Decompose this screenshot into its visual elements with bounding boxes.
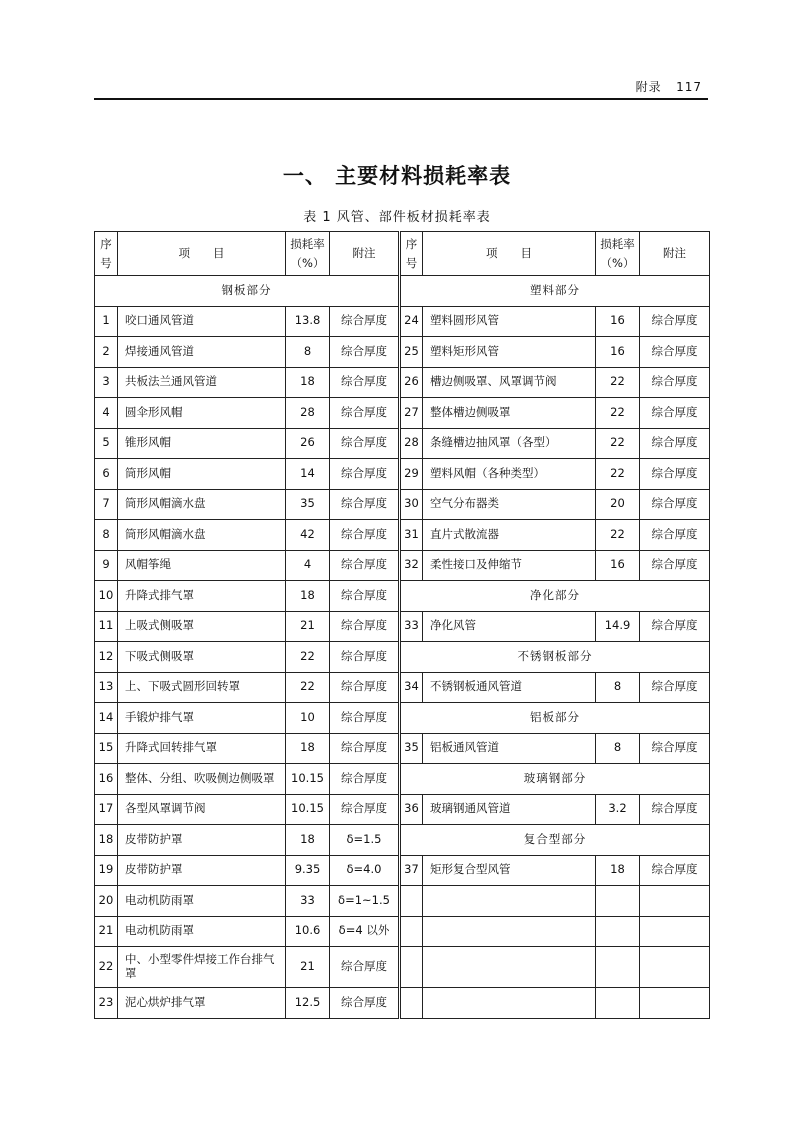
cell-rate: 22	[596, 428, 640, 459]
cell-note: 综合厚度	[330, 459, 400, 490]
cell-rate: 10.6	[286, 916, 330, 947]
table-body	[95, 232, 710, 1019]
cell-no: 6	[95, 459, 118, 490]
cell-item: 风帽筝绳	[118, 550, 286, 581]
col-header-seq: 序 号	[400, 232, 423, 276]
cell-item: 电动机防雨罩	[118, 916, 286, 947]
cell-note: 综合厚度	[330, 520, 400, 551]
cell-no: 30	[400, 489, 423, 520]
cell-no: 7	[95, 489, 118, 520]
cell-rate: 26	[286, 428, 330, 459]
cell-no: 36	[400, 794, 423, 825]
cell-item: 中、小型零件焊接工作台排气罩	[118, 947, 286, 988]
section-label-plastic: 塑料部分	[400, 276, 710, 307]
section-label: 铝板部分	[400, 703, 710, 734]
cell-note: 综合厚度	[640, 306, 710, 337]
table-row	[95, 988, 710, 1019]
cell-no: 22	[95, 947, 118, 988]
cell-item: 整体、分组、吹吸侧边侧吸罩	[118, 764, 286, 795]
cell-item: 上、下吸式圆形回转罩	[118, 672, 286, 703]
cell-item: 条缝槽边抽风罩（各型）	[423, 428, 596, 459]
cell-item: 圆伞形风帽	[118, 398, 286, 429]
cell-rate: 22	[596, 367, 640, 398]
cell-rate: 8	[286, 337, 330, 368]
cell-note: 综合厚度	[640, 611, 710, 642]
table-row	[95, 947, 710, 988]
cell-no: 11	[95, 611, 118, 642]
table-row	[95, 306, 710, 337]
cell-note: 综合厚度	[640, 428, 710, 459]
cell-note: 综合厚度	[330, 672, 400, 703]
cell-item: 整体槽边侧吸罩	[423, 398, 596, 429]
cell-note: 综合厚度	[330, 703, 400, 734]
cell-no: 28	[400, 428, 423, 459]
cell-no: 19	[95, 855, 118, 886]
cell-item: 净化风管	[423, 611, 596, 642]
cell-note: δ=4 以外	[330, 916, 400, 947]
table-row	[95, 703, 710, 734]
cell-no: 9	[95, 550, 118, 581]
cell-note: 综合厚度	[640, 459, 710, 490]
cell-note: 综合厚度	[330, 733, 400, 764]
cell-rate: 8	[596, 733, 640, 764]
cell-item: 玻璃钢通风管道	[423, 794, 596, 825]
cell-rate: 3.2	[596, 794, 640, 825]
cell-no: 25	[400, 337, 423, 368]
cell-note: 综合厚度	[330, 398, 400, 429]
cell-item: 矩形复合型风管	[423, 855, 596, 886]
cell-rate: 22	[596, 398, 640, 429]
cell-item: 锥形风帽	[118, 428, 286, 459]
cell-item: 不锈钢板通风管道	[423, 672, 596, 703]
cell-empty	[423, 947, 596, 988]
cell-no: 29	[400, 459, 423, 490]
cell-rate: 10.15	[286, 764, 330, 795]
table-row	[95, 611, 710, 642]
cell-rate: 10	[286, 703, 330, 734]
cell-no: 35	[400, 733, 423, 764]
cell-note: 综合厚度	[330, 337, 400, 368]
cell-note: 综合厚度	[640, 672, 710, 703]
cell-note: 综合厚度	[640, 489, 710, 520]
cell-no: 1	[95, 306, 118, 337]
cell-item: 咬口通风管道	[118, 306, 286, 337]
cell-rate: 33	[286, 886, 330, 917]
cell-empty	[596, 947, 640, 988]
cell-item: 电动机防雨罩	[118, 886, 286, 917]
cell-empty	[423, 988, 596, 1019]
cell-no: 14	[95, 703, 118, 734]
cell-rate: 16	[596, 306, 640, 337]
cell-note: 综合厚度	[330, 947, 400, 988]
cell-no: 16	[95, 764, 118, 795]
cell-item: 各型风罩调节阀	[118, 794, 286, 825]
cell-note: 综合厚度	[640, 520, 710, 551]
cell-no: 24	[400, 306, 423, 337]
cell-no: 31	[400, 520, 423, 551]
cell-empty	[423, 916, 596, 947]
cell-empty	[640, 947, 710, 988]
cell-item: 筒形风帽滴水盘	[118, 489, 286, 520]
running-header-text	[636, 78, 702, 95]
cell-note: 综合厚度	[330, 581, 400, 612]
cell-note: 综合厚度	[640, 550, 710, 581]
cell-rate: 18	[286, 733, 330, 764]
cell-no: 17	[95, 794, 118, 825]
cell-no: 5	[95, 428, 118, 459]
cell-note: 综合厚度	[640, 337, 710, 368]
loss-rate-table	[94, 231, 710, 1019]
cell-item: 皮带防护罩	[118, 825, 286, 856]
cell-no: 2	[95, 337, 118, 368]
table-row	[95, 337, 710, 368]
cell-note: 综合厚度	[640, 367, 710, 398]
cell-empty	[400, 988, 423, 1019]
cell-empty	[400, 947, 423, 988]
cell-rate: 18	[286, 581, 330, 612]
table-row	[95, 825, 710, 856]
cell-empty	[400, 886, 423, 917]
cell-item: 筒形风帽	[118, 459, 286, 490]
table-row	[95, 855, 710, 886]
cell-no: 34	[400, 672, 423, 703]
cell-note: 综合厚度	[330, 764, 400, 795]
cell-rate: 22	[286, 642, 330, 673]
table-row	[95, 764, 710, 795]
cell-item: 铝板通风管道	[423, 733, 596, 764]
table-row	[95, 886, 710, 917]
cell-rate: 18	[286, 825, 330, 856]
table-row	[95, 733, 710, 764]
cell-note: δ=4.0	[330, 855, 400, 886]
cell-note: 综合厚度	[640, 794, 710, 825]
cell-note: 综合厚度	[640, 733, 710, 764]
cell-rate: 10.15	[286, 794, 330, 825]
table-row	[95, 794, 710, 825]
table-row	[95, 550, 710, 581]
col-header-seq: 序 号	[95, 232, 118, 276]
cell-rate: 14	[286, 459, 330, 490]
cell-item: 升降式回转排气罩	[118, 733, 286, 764]
cell-rate: 18	[596, 855, 640, 886]
cell-note: 综合厚度	[330, 367, 400, 398]
cell-rate: 8	[596, 672, 640, 703]
cell-empty	[640, 988, 710, 1019]
table-row	[95, 459, 710, 490]
table-caption: 表 1 风管、部件板材损耗率表	[303, 210, 491, 225]
cell-no: 21	[95, 916, 118, 947]
cell-rate: 14.9	[596, 611, 640, 642]
cell-item: 泥心烘炉排气罩	[118, 988, 286, 1019]
col-header-rate: 损耗率 （%）	[286, 232, 330, 276]
cell-rate: 4	[286, 550, 330, 581]
cell-rate: 21	[286, 947, 330, 988]
cell-note: 综合厚度	[330, 306, 400, 337]
col-header-item: 项 目	[118, 232, 286, 276]
cell-item: 筒形风帽滴水盘	[118, 520, 286, 551]
cell-empty	[640, 886, 710, 917]
cell-no: 3	[95, 367, 118, 398]
page-number: 117	[676, 80, 702, 94]
cell-rate: 13.8	[286, 306, 330, 337]
running-header	[94, 76, 708, 100]
table-row	[95, 489, 710, 520]
cell-no: 27	[400, 398, 423, 429]
cell-rate: 35	[286, 489, 330, 520]
cell-item: 塑料圆形风管	[423, 306, 596, 337]
cell-item: 手锻炉排气罩	[118, 703, 286, 734]
header-section: 附录	[635, 80, 662, 94]
cell-empty	[596, 988, 640, 1019]
cell-item: 下吸式侧吸罩	[118, 642, 286, 673]
cell-no: 12	[95, 642, 118, 673]
cell-note: 综合厚度	[330, 988, 400, 1019]
cell-rate: 16	[596, 550, 640, 581]
cell-rate: 9.35	[286, 855, 330, 886]
cell-no: 37	[400, 855, 423, 886]
cell-item: 上吸式侧吸罩	[118, 611, 286, 642]
table-row	[95, 520, 710, 551]
col-header-item: 项 目	[423, 232, 596, 276]
section-label: 不锈钢板部分	[400, 642, 710, 673]
table-row	[95, 916, 710, 947]
col-header-rate: 损耗率 （%）	[596, 232, 640, 276]
cell-item: 焊接通风管道	[118, 337, 286, 368]
section-label-steel: 钢板部分	[95, 276, 400, 307]
cell-rate: 22	[596, 459, 640, 490]
cell-rate: 22	[596, 520, 640, 551]
cell-item: 直片式散流器	[423, 520, 596, 551]
col-header-note: 附注	[640, 232, 710, 276]
cell-no: 10	[95, 581, 118, 612]
cell-empty	[400, 916, 423, 947]
cell-note: 综合厚度	[330, 550, 400, 581]
section-label: 净化部分	[400, 581, 710, 612]
cell-empty	[423, 886, 596, 917]
cell-rate: 20	[596, 489, 640, 520]
cell-rate: 16	[596, 337, 640, 368]
cell-no: 26	[400, 367, 423, 398]
table-row	[95, 642, 710, 673]
cell-empty	[640, 916, 710, 947]
cell-rate: 22	[286, 672, 330, 703]
table-row	[95, 672, 710, 703]
cell-item: 共板法兰通风管道	[118, 367, 286, 398]
cell-no: 33	[400, 611, 423, 642]
cell-note: 综合厚度	[640, 855, 710, 886]
cell-no: 32	[400, 550, 423, 581]
cell-note: δ=1.5	[330, 825, 400, 856]
cell-rate: 28	[286, 398, 330, 429]
cell-no: 8	[95, 520, 118, 551]
cell-item: 空气分布器类	[423, 489, 596, 520]
cell-item: 柔性接口及伸缩节	[423, 550, 596, 581]
cell-rate: 21	[286, 611, 330, 642]
table-row	[95, 428, 710, 459]
cell-no: 23	[95, 988, 118, 1019]
cell-empty	[596, 886, 640, 917]
cell-no: 13	[95, 672, 118, 703]
cell-item: 槽边侧吸罩、风罩调节阀	[423, 367, 596, 398]
table-row	[95, 367, 710, 398]
cell-item: 塑料矩形风管	[423, 337, 596, 368]
cell-no: 4	[95, 398, 118, 429]
table-row	[95, 581, 710, 612]
table-row	[95, 398, 710, 429]
cell-rate: 12.5	[286, 988, 330, 1019]
cell-note: 综合厚度	[640, 398, 710, 429]
cell-note: 综合厚度	[330, 794, 400, 825]
cell-note: 综合厚度	[330, 489, 400, 520]
cell-note: δ=1~1.5	[330, 886, 400, 917]
cell-item: 升降式排气罩	[118, 581, 286, 612]
section-row	[95, 276, 710, 307]
cell-no: 18	[95, 825, 118, 856]
section-label: 复合型部分	[400, 825, 710, 856]
cell-note: 综合厚度	[330, 611, 400, 642]
col-header-note: 附注	[330, 232, 400, 276]
table-header-row	[95, 232, 710, 276]
cell-no: 20	[95, 886, 118, 917]
page-title: 一、 主要材料损耗率表	[282, 164, 512, 188]
cell-no: 15	[95, 733, 118, 764]
cell-rate: 42	[286, 520, 330, 551]
cell-note: 综合厚度	[330, 428, 400, 459]
cell-note: 综合厚度	[330, 642, 400, 673]
cell-rate: 18	[286, 367, 330, 398]
cell-item: 塑料风帽（各种类型）	[423, 459, 596, 490]
cell-item: 皮带防护罩	[118, 855, 286, 886]
cell-empty	[596, 916, 640, 947]
section-label: 玻璃钢部分	[400, 764, 710, 795]
